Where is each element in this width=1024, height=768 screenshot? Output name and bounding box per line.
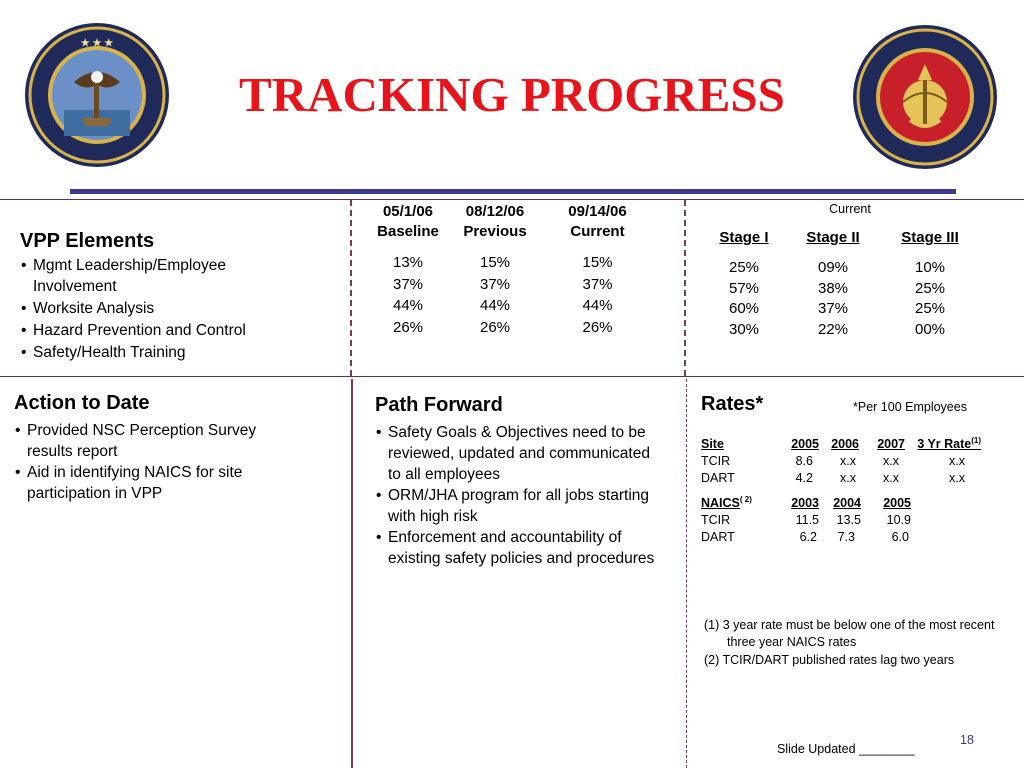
footnote-ref: ( 2) — [739, 494, 752, 504]
value-cell: 25% — [914, 300, 946, 317]
value-cell: 00% — [914, 320, 946, 338]
column-date: 09/14/06 — [568, 203, 627, 220]
naics-label-cell — [701, 493, 777, 510]
value-cell: 25% — [914, 279, 946, 297]
table-row — [701, 451, 981, 468]
value-cell: 4.2 — [795, 471, 813, 485]
divider-vpp-values — [350, 200, 352, 376]
value-cell: 38% — [817, 279, 849, 297]
title-rule — [70, 189, 956, 194]
divider-path-rates — [686, 379, 687, 768]
list-item: • Hazard Prevention and Control — [20, 320, 340, 341]
column-date: 08/12/06 — [465, 203, 525, 220]
column-header: 2004 — [833, 496, 861, 510]
list-item: • Safety/Health Training — [20, 342, 340, 363]
rates-heading — [701, 393, 763, 416]
stage-label: Stage I — [719, 229, 769, 246]
stage-column-3 — [887, 228, 973, 340]
value-cell: 30% — [728, 320, 760, 338]
top-divider — [0, 199, 1024, 200]
action-heading: Action to Date — [14, 392, 150, 414]
column-header: 2005 — [883, 496, 911, 510]
value-cell: 6.0 — [891, 530, 909, 544]
middle-divider — [0, 376, 1024, 377]
column-header: 3 Yr Rate — [917, 437, 972, 451]
value-cell: 6.2 — [799, 530, 817, 544]
value-cell: 7.3 — [837, 530, 855, 544]
value-cell: 26% — [479, 318, 511, 336]
column-header: 2006 — [831, 437, 859, 451]
list-item: • Provided NSC Perception Survey results report — [14, 420, 299, 462]
svg-text:★ ★ ★: ★ ★ ★ — [80, 38, 114, 49]
column-label: Previous — [463, 223, 527, 240]
value-cell: 10% — [914, 259, 946, 276]
list-item: • Safety Goals & Objectives need to be reviewed, updated and communicated to all employees — [375, 422, 657, 485]
value-cell: 15% — [582, 254, 613, 271]
rates-heading-text: Rates* — [701, 393, 764, 415]
value-cell: 37% — [479, 275, 511, 293]
row-name: TCIR — [701, 454, 731, 468]
value-cell: 15% — [479, 254, 511, 271]
vpp-list — [20, 255, 340, 363]
value-cell: 09% — [817, 259, 849, 276]
footnote-2: (2) TCIR/DART published rates lag two years — [704, 653, 955, 667]
list-item: • Mgmt Leadership/Employee Involvement — [20, 255, 260, 297]
footnote-ref: (1) — [971, 435, 981, 445]
naics-rates-table — [701, 493, 911, 544]
table-row — [701, 527, 911, 544]
stage-column-1 — [704, 228, 784, 340]
vpp-column-baseline — [368, 202, 448, 338]
value-cell: 37% — [582, 275, 613, 293]
value-cell: 8.6 — [795, 454, 813, 468]
row-name: TCIR — [701, 513, 731, 527]
list-item: • Aid in identifying NAICS for site participation in VPP — [14, 462, 299, 504]
value-cell: 44% — [479, 297, 511, 314]
value-cell: 26% — [582, 318, 613, 336]
vpp-column-previous — [455, 202, 535, 338]
divider-values-stages — [684, 200, 686, 376]
column-header: 2003 — [791, 496, 819, 510]
stages-caption: Current — [829, 202, 871, 216]
naics-label: NAICS — [701, 496, 740, 510]
value-cell: x.x — [949, 471, 965, 485]
site-label: Site — [701, 437, 724, 451]
list-item: • ORM/JHA program for all jobs starting with high risk — [375, 485, 657, 527]
value-cell: 44% — [582, 297, 613, 314]
footnote-1: (1) 3 year rate must be below one of the most recent three year NAICS rates — [704, 618, 995, 649]
value-cell: x.x — [949, 454, 965, 468]
site-rates-table — [701, 434, 981, 485]
divider-action-path — [351, 379, 353, 768]
path-section — [375, 394, 670, 569]
value-cell: x.x — [883, 454, 899, 468]
page-number: 18 — [960, 733, 974, 747]
value-cell: 37% — [817, 300, 849, 317]
action-section — [14, 392, 334, 504]
stage-column-2 — [792, 228, 874, 340]
rates-note: *Per 100 Employees — [853, 400, 967, 414]
value-cell: 13.5 — [836, 513, 861, 527]
value-cell: 10.9 — [886, 513, 911, 527]
stage-label: Stage II — [806, 229, 860, 246]
vpp-column-current — [555, 202, 640, 338]
path-list — [375, 422, 657, 569]
value-cell: 22% — [817, 320, 849, 338]
action-list — [14, 420, 299, 504]
stage-label: Stage III — [901, 229, 959, 246]
slide-updated: Slide Updated ________ — [777, 742, 915, 756]
value-cell: 25% — [728, 259, 760, 276]
table-row — [701, 510, 911, 527]
value-cell: 26% — [392, 318, 424, 336]
column-header-3yr — [905, 434, 981, 451]
value-cell: 60% — [728, 300, 760, 317]
value-cell: x.x — [883, 471, 899, 485]
vpp-heading: VPP Elements — [20, 230, 155, 252]
table-row — [701, 468, 981, 485]
row-name: DART — [701, 530, 735, 544]
value-cell: 57% — [728, 279, 760, 297]
value-cell: x.x — [840, 454, 856, 468]
value-cell: 13% — [392, 254, 424, 271]
value-cell: 11.5 — [795, 513, 819, 527]
vpp-section — [20, 230, 340, 363]
path-heading: Path Forward — [375, 394, 503, 416]
column-label: Baseline — [377, 223, 439, 240]
column-header: 2005 — [791, 437, 819, 451]
page-title: TRACKING PROGRESS — [239, 67, 785, 122]
list-item: • Worksite Analysis — [20, 298, 340, 319]
row-name: DART — [701, 471, 735, 485]
list-item: • Enforcement and accountability of existing safety policies and procedures — [375, 527, 657, 569]
column-header: 2007 — [877, 437, 905, 451]
value-cell: 44% — [392, 297, 424, 314]
value-cell: x.x — [840, 471, 856, 485]
column-label: Current — [570, 223, 625, 240]
column-date: 05/1/06 — [382, 203, 434, 220]
value-cell: 37% — [392, 275, 424, 293]
